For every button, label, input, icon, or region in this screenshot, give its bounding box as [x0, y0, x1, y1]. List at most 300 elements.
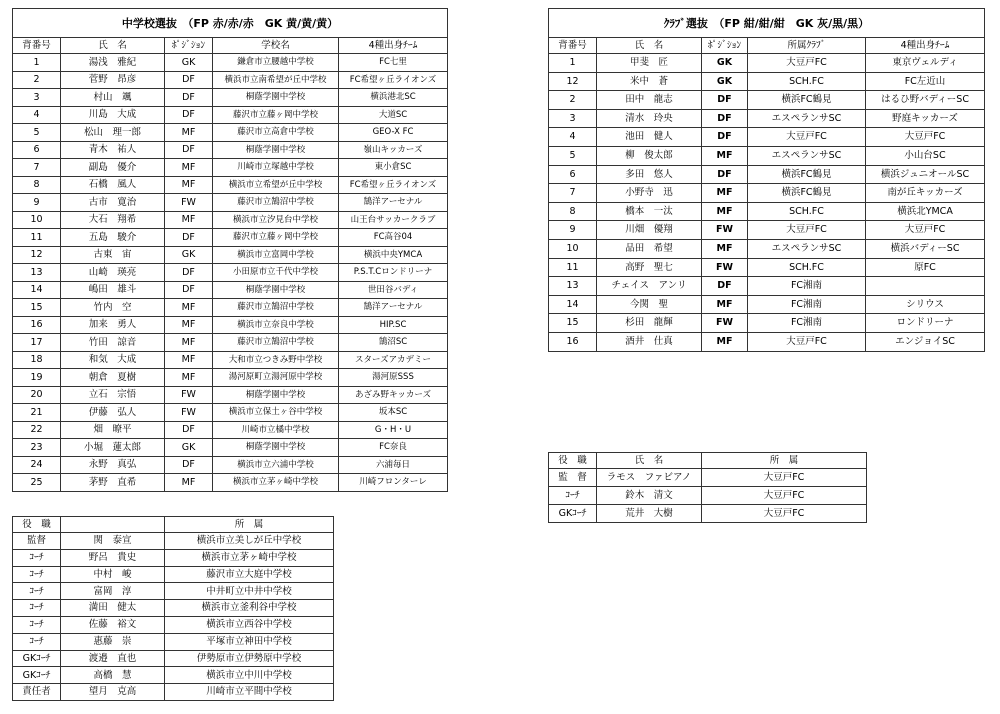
player-number: 20	[13, 386, 61, 404]
player-origin-team: 南が丘キッカーズ	[866, 184, 985, 203]
player-name: 今関 聖	[597, 295, 702, 314]
player-school: 横浜市立六浦中学校	[213, 456, 339, 474]
player-number: 14	[13, 281, 61, 299]
staff-row	[13, 533, 334, 550]
player-row	[13, 456, 448, 474]
player-club: FC湘南	[748, 277, 866, 296]
player-name: 川畑 優翔	[597, 221, 702, 240]
player-club: 大豆戸FC	[748, 221, 866, 240]
player-club: 横浜FC鶴見	[748, 165, 866, 184]
player-position: GK	[702, 72, 748, 91]
player-number: 14	[549, 295, 597, 314]
player-origin-team: 鵠洋アーセナル	[339, 299, 448, 317]
staff-role: 責任者	[13, 684, 61, 701]
player-position: DF	[165, 141, 213, 159]
player-school: 藤沢市立鵠沼中学校	[213, 299, 339, 317]
staff-role: GKｺｰﾁ	[13, 650, 61, 667]
staff-affiliation: 中井町立中井中学校	[165, 583, 334, 600]
header-number: 背番号	[549, 38, 597, 54]
player-position: DF	[165, 106, 213, 124]
player-position: MF	[165, 474, 213, 492]
player-row	[549, 109, 985, 128]
player-school: 湯河原町立湯河原中学校	[213, 369, 339, 387]
player-row	[13, 281, 448, 299]
player-school: 横浜市立南希望が丘中学校	[213, 71, 339, 89]
player-position: FW	[165, 386, 213, 404]
player-row	[549, 221, 985, 240]
staff-row	[13, 583, 334, 600]
player-school: 横浜市立奈良中学校	[213, 316, 339, 334]
player-row	[549, 314, 985, 333]
staff-name: 渡邉 直也	[61, 650, 165, 667]
player-position: DF	[165, 281, 213, 299]
staff-affiliation: 横浜市立茅ヶ崎中学校	[165, 549, 334, 566]
player-number: 8	[549, 202, 597, 221]
player-number: 7	[549, 184, 597, 203]
player-position: MF	[165, 176, 213, 194]
staff-row	[13, 667, 334, 684]
player-row	[13, 299, 448, 317]
staff-header-role: 役 職	[13, 517, 61, 533]
player-origin-team: 大豆戸FC	[866, 221, 985, 240]
player-number: 3	[549, 109, 597, 128]
player-row	[13, 369, 448, 387]
player-origin-team: GEO-X FC	[339, 124, 448, 142]
player-origin-team: 大道SC	[339, 106, 448, 124]
staff-affiliation: 川崎市立平間中学校	[165, 684, 334, 701]
player-position: FW	[702, 314, 748, 333]
player-name: 五島 駿介	[61, 229, 165, 247]
player-club: 横浜FC鶴見	[748, 184, 866, 203]
player-origin-team: 湯河原SSS	[339, 369, 448, 387]
player-name: 菅野 昂彦	[61, 71, 165, 89]
player-name: 茅野 直希	[61, 474, 165, 492]
player-row	[549, 277, 985, 296]
player-club: 大豆戸FC	[748, 54, 866, 73]
player-number: 9	[13, 194, 61, 212]
player-club: FC湘南	[748, 295, 866, 314]
player-club: 大豆戸FC	[748, 332, 866, 351]
player-position: DF	[165, 264, 213, 282]
player-number: 6	[549, 165, 597, 184]
staff-row	[13, 684, 334, 701]
player-number: 12	[13, 246, 61, 264]
staff-name: 鈴木 清文	[597, 487, 702, 505]
player-row	[13, 194, 448, 212]
player-position: DF	[165, 456, 213, 474]
player-row	[549, 72, 985, 91]
player-origin-team: 横浜バディーSC	[866, 239, 985, 258]
staff-role: ｺｰﾁ	[13, 583, 61, 600]
player-name: チェイス アンリ	[597, 277, 702, 296]
player-number: 10	[13, 211, 61, 229]
player-number: 9	[549, 221, 597, 240]
player-number: 8	[13, 176, 61, 194]
staff-affiliation: 大豆戸FC	[702, 505, 867, 523]
player-row	[549, 295, 985, 314]
staff-row	[13, 566, 334, 583]
header-name: 氏 名	[61, 38, 165, 54]
player-school: 横浜市立希望が丘中学校	[213, 176, 339, 194]
player-origin-team: P.S.T.Cロンドリーナ	[339, 264, 448, 282]
player-school: 鎌倉市立腰越中学校	[213, 54, 339, 72]
player-origin-team: 小山台SC	[866, 146, 985, 165]
player-name: 清水 玲央	[597, 109, 702, 128]
staff-affiliation: 伊勢原市立伊勢原中学校	[165, 650, 334, 667]
player-row	[13, 316, 448, 334]
player-origin-team: 横浜北YMCA	[866, 202, 985, 221]
staff-header-name	[61, 517, 165, 533]
player-position: MF	[702, 184, 748, 203]
player-club: 横浜FC鶴見	[748, 91, 866, 110]
player-number: 4	[13, 106, 61, 124]
staff-row	[13, 650, 334, 667]
player-number: 2	[13, 71, 61, 89]
player-position: MF	[165, 369, 213, 387]
player-origin-team: 野庭キッカーズ	[866, 109, 985, 128]
player-position: FW	[702, 221, 748, 240]
player-origin-team: エンジョイSC	[866, 332, 985, 351]
player-row	[13, 439, 448, 457]
player-number: 13	[549, 277, 597, 296]
staff-name: 野呂 貴史	[61, 549, 165, 566]
player-number: 16	[13, 316, 61, 334]
player-name: 湯浅 雅紀	[61, 54, 165, 72]
player-name: 副島 優介	[61, 159, 165, 177]
player-school: 川崎市立塚越中学校	[213, 159, 339, 177]
staff-row	[549, 469, 867, 487]
player-name: 畑 暸平	[61, 421, 165, 439]
middle-school-roster-table	[12, 8, 448, 492]
staff-row	[549, 505, 867, 523]
player-name: 朝倉 夏樹	[61, 369, 165, 387]
player-origin-team: ロンドリーナ	[866, 314, 985, 333]
staff-name: 富岡 淳	[61, 583, 165, 600]
player-name: 立石 宗悟	[61, 386, 165, 404]
player-origin-team: FC希望ヶ丘ライオンズ	[339, 176, 448, 194]
player-number: 23	[13, 439, 61, 457]
staff-row	[13, 549, 334, 566]
player-position: MF	[702, 202, 748, 221]
staff-name: 荒井 大樹	[597, 505, 702, 523]
club-staff-table	[548, 452, 867, 523]
player-name: 竹田 諒音	[61, 334, 165, 352]
player-row	[549, 91, 985, 110]
player-row	[13, 386, 448, 404]
player-row	[13, 474, 448, 492]
middle-school-staff-table	[12, 516, 334, 701]
player-name: 品田 希望	[597, 239, 702, 258]
staff-role: ｺｰﾁ	[549, 487, 597, 505]
player-position: DF	[702, 277, 748, 296]
player-number: 1	[549, 54, 597, 73]
player-position: GK	[165, 246, 213, 264]
player-position: MF	[702, 239, 748, 258]
staff-header-role: 役 職	[549, 453, 597, 469]
player-row	[13, 106, 448, 124]
staff-role: ｺｰﾁ	[13, 600, 61, 617]
staff-role: ｺｰﾁ	[13, 616, 61, 633]
player-name: 加来 勇人	[61, 316, 165, 334]
player-name: 杉田 龍輝	[597, 314, 702, 333]
player-school: 横浜市立汐見台中学校	[213, 211, 339, 229]
player-number: 10	[549, 239, 597, 258]
player-position: MF	[165, 159, 213, 177]
staff-name: 関 泰宣	[61, 533, 165, 550]
player-row	[13, 264, 448, 282]
player-school: 桐蔭学園中学校	[213, 141, 339, 159]
player-position: MF	[702, 332, 748, 351]
player-position: DF	[165, 229, 213, 247]
staff-role: ｺｰﾁ	[13, 633, 61, 650]
player-row	[549, 54, 985, 73]
player-origin-team: FC七里	[339, 54, 448, 72]
player-origin-team: 横浜中央YMCA	[339, 246, 448, 264]
staff-row	[549, 487, 867, 505]
staff-name: 佐藤 裕文	[61, 616, 165, 633]
player-position: GK	[165, 54, 213, 72]
staff-affiliation: 横浜市立美しが丘中学校	[165, 533, 334, 550]
player-position: MF	[702, 146, 748, 165]
staff-name: 満田 健太	[61, 600, 165, 617]
staff-row	[13, 600, 334, 617]
player-row	[549, 332, 985, 351]
header-origin-team: 4種出身ﾁｰﾑ	[866, 38, 985, 54]
player-origin-team: 世田谷バディ	[339, 281, 448, 299]
player-row	[13, 89, 448, 107]
header-origin-team: 4種出身ﾁｰﾑ	[339, 38, 448, 54]
player-number: 3	[13, 89, 61, 107]
player-name: 古東 宙	[61, 246, 165, 264]
player-row	[13, 421, 448, 439]
player-name: 川島 大成	[61, 106, 165, 124]
player-origin-team: スターズアカデミー	[339, 351, 448, 369]
staff-affiliation: 横浜市立中川中学校	[165, 667, 334, 684]
player-origin-team: FC左近山	[866, 72, 985, 91]
player-origin-team: 大豆戸FC	[866, 128, 985, 147]
player-name: 青木 祐人	[61, 141, 165, 159]
staff-name: 望月 克高	[61, 684, 165, 701]
player-club: エスペランサSC	[748, 146, 866, 165]
player-position: FW	[165, 404, 213, 422]
player-row	[13, 334, 448, 352]
player-row	[549, 165, 985, 184]
player-origin-team: FC希望ヶ丘ライオンズ	[339, 71, 448, 89]
player-origin-team: 横浜ジュニオールSC	[866, 165, 985, 184]
player-origin-team: 鵠洋アーセナル	[339, 194, 448, 212]
player-origin-team: 六浦毎日	[339, 456, 448, 474]
player-row	[549, 239, 985, 258]
player-position: DF	[702, 165, 748, 184]
player-name: 酒井 仕真	[597, 332, 702, 351]
player-number: 11	[13, 229, 61, 247]
player-row	[13, 229, 448, 247]
player-origin-team: 横浜港北SC	[339, 89, 448, 107]
player-club: エスペランサSC	[748, 239, 866, 258]
player-origin-team: G・H・U	[339, 421, 448, 439]
header-number: 背番号	[13, 38, 61, 54]
player-row	[13, 246, 448, 264]
player-origin-team: FC高谷04	[339, 229, 448, 247]
player-number: 13	[13, 264, 61, 282]
player-school: 桐蔭学園中学校	[213, 281, 339, 299]
player-number: 17	[13, 334, 61, 352]
player-origin-team: シリウス	[866, 295, 985, 314]
player-school: 横浜市立富岡中学校	[213, 246, 339, 264]
staff-name: 惠藤 崇	[61, 633, 165, 650]
staff-affiliation: 横浜市立西谷中学校	[165, 616, 334, 633]
player-name: 石橋 風人	[61, 176, 165, 194]
player-school: 藤沢市立藤ヶ岡中学校	[213, 229, 339, 247]
player-number: 6	[13, 141, 61, 159]
player-number: 7	[13, 159, 61, 177]
player-school: 藤沢市立鵠沼中学校	[213, 334, 339, 352]
player-row	[549, 184, 985, 203]
player-row	[13, 176, 448, 194]
player-origin-team: 嶺山キッカーズ	[339, 141, 448, 159]
player-row	[549, 258, 985, 277]
staff-role: ｺｰﾁ	[13, 549, 61, 566]
staff-header-name: 氏 名	[597, 453, 702, 469]
player-position: FW	[702, 258, 748, 277]
staff-affiliation: 大豆戸FC	[702, 469, 867, 487]
staff-affiliation: 藤沢市立大庭中学校	[165, 566, 334, 583]
player-position: GK	[165, 439, 213, 457]
player-name: 橋本 一汰	[597, 202, 702, 221]
player-row	[13, 124, 448, 142]
player-name: 竹内 空	[61, 299, 165, 317]
player-number: 5	[13, 124, 61, 142]
player-school: 藤沢市立高倉中学校	[213, 124, 339, 142]
player-club: 大豆戸FC	[748, 128, 866, 147]
header-position: ﾎﾟｼﾞｼｮﾝ	[702, 38, 748, 54]
player-name: 和気 大成	[61, 351, 165, 369]
player-origin-team: あざみ野キッカーズ	[339, 386, 448, 404]
player-origin-team: 山王台サッカークラブ	[339, 211, 448, 229]
player-position: MF	[165, 211, 213, 229]
player-number: 12	[549, 72, 597, 91]
player-name: 山崎 瑛亮	[61, 264, 165, 282]
player-school: 川崎市立橘中学校	[213, 421, 339, 439]
staff-name: 高橋 慧	[61, 667, 165, 684]
staff-affiliation: 平塚市立神田中学校	[165, 633, 334, 650]
player-name: 嶋田 雄斗	[61, 281, 165, 299]
player-origin-team: 鵠沼SC	[339, 334, 448, 352]
player-row	[13, 404, 448, 422]
player-school: 藤沢市立鵠沼中学校	[213, 194, 339, 212]
header-position: ﾎﾟｼﾞｼｮﾝ	[165, 38, 213, 54]
player-position: FW	[165, 194, 213, 212]
player-number: 1	[13, 54, 61, 72]
player-name: 甲斐 匠	[597, 54, 702, 73]
player-name: 米中 蒼	[597, 72, 702, 91]
player-position: DF	[165, 421, 213, 439]
player-origin-team: FC奈良	[339, 439, 448, 457]
player-row	[549, 128, 985, 147]
staff-affiliation: 横浜市立釜利谷中学校	[165, 600, 334, 617]
player-origin-team: はるひ野バディーSC	[866, 91, 985, 110]
player-row	[549, 202, 985, 221]
staff-role: 監督	[13, 533, 61, 550]
player-origin-team: 坂本SC	[339, 404, 448, 422]
player-number: 18	[13, 351, 61, 369]
player-row	[13, 54, 448, 72]
player-row	[13, 159, 448, 177]
player-club: SCH.FC	[748, 202, 866, 221]
player-position: DF	[702, 109, 748, 128]
staff-name: 中村 峻	[61, 566, 165, 583]
player-position: MF	[702, 295, 748, 314]
player-name: 小野寺 迅	[597, 184, 702, 203]
player-club: FC湘南	[748, 314, 866, 333]
club-roster-table	[548, 8, 985, 352]
player-name: 小堀 蓮太郎	[61, 439, 165, 457]
player-position: DF	[165, 71, 213, 89]
player-name: 柳 俊太郎	[597, 146, 702, 165]
player-position: GK	[702, 54, 748, 73]
staff-header-affiliation: 所 属	[702, 453, 867, 469]
staff-row	[13, 633, 334, 650]
staff-affiliation: 大豆戸FC	[702, 487, 867, 505]
player-position: MF	[165, 316, 213, 334]
player-name: 高野 聖七	[597, 258, 702, 277]
player-row	[13, 141, 448, 159]
player-origin-team: 原FC	[866, 258, 985, 277]
player-row	[13, 71, 448, 89]
player-number: 15	[549, 314, 597, 333]
player-name: 田中 龍志	[597, 91, 702, 110]
player-number: 25	[13, 474, 61, 492]
player-row	[549, 146, 985, 165]
player-position: DF	[702, 128, 748, 147]
player-number: 22	[13, 421, 61, 439]
player-number: 21	[13, 404, 61, 422]
player-school: 大和市立つきみ野中学校	[213, 351, 339, 369]
staff-header-affiliation: 所 属	[165, 517, 334, 533]
player-name: 大石 翔希	[61, 211, 165, 229]
player-number: 16	[549, 332, 597, 351]
player-club: SCH.FC	[748, 72, 866, 91]
player-school: 藤沢市立藤ヶ岡中学校	[213, 106, 339, 124]
player-school: 横浜市立茅ヶ崎中学校	[213, 474, 339, 492]
staff-name: ラモス ファビアノ	[597, 469, 702, 487]
player-position: MF	[165, 124, 213, 142]
player-row	[13, 211, 448, 229]
player-number: 4	[549, 128, 597, 147]
player-origin-team: 川崎フロンターレ	[339, 474, 448, 492]
player-row	[13, 351, 448, 369]
middle-school-roster-title: 中学校選抜 （FP 赤/赤/赤 GK 黄/黄/黄）	[13, 9, 448, 38]
player-position: DF	[702, 91, 748, 110]
player-name: 池田 健人	[597, 128, 702, 147]
player-number: 19	[13, 369, 61, 387]
player-origin-team: 東京ヴェルディ	[866, 54, 985, 73]
player-position: MF	[165, 334, 213, 352]
player-club: エスペランサSC	[748, 109, 866, 128]
player-origin-team: HIP.SC	[339, 316, 448, 334]
player-position: MF	[165, 299, 213, 317]
player-origin-team	[866, 277, 985, 296]
staff-role: ｺｰﾁ	[13, 566, 61, 583]
header-name: 氏 名	[597, 38, 702, 54]
staff-row	[13, 616, 334, 633]
staff-role: GKｺｰﾁ	[13, 667, 61, 684]
player-name: 古市 寛治	[61, 194, 165, 212]
player-name: 永野 真弘	[61, 456, 165, 474]
staff-role: 監 督	[549, 469, 597, 487]
player-club: SCH.FC	[748, 258, 866, 277]
header-school: 学校名	[213, 38, 339, 54]
